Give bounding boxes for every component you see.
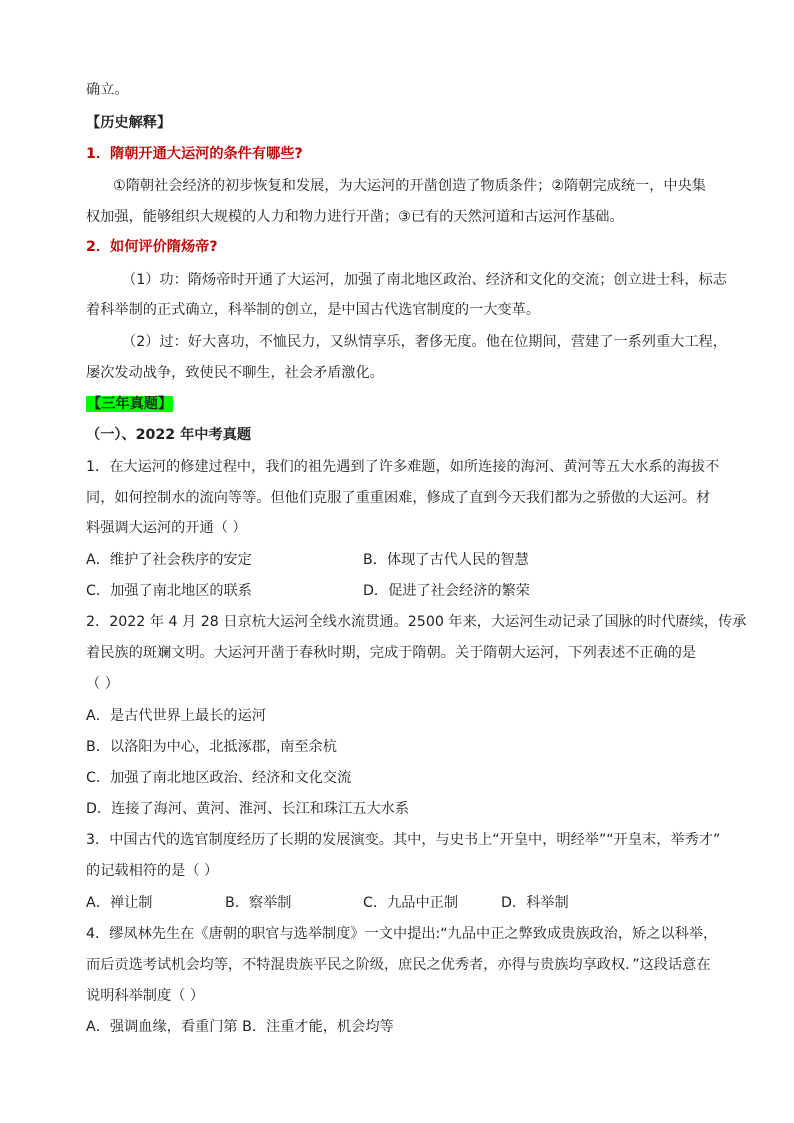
answer-2-fault-line-2: 屡次发动战争，致使民不聊生，社会矛盾激化。: [86, 365, 384, 381]
text-line: 确立。: [86, 82, 129, 98]
answer-2-fault-line-1: （2）过：好大喜功，不恤民力，又纵情享乐，奢侈无度。他在位期间，营建了一系列重大工程，: [122, 334, 727, 350]
answer-1-line-2: 权加强，能够组织大规模的人力和物力进行开凿；③已有的天然河道和古运河作基础。: [86, 209, 624, 225]
problem-2-option-b: B．以洛阳为中心，北抵涿郡，南至余杭: [86, 739, 337, 755]
answer-1-line-1: ①隋朝社会经济的初步恢复和发展，为大运河的开凿创造了物质条件；②隋朝完成统一，中央集: [113, 178, 706, 194]
problem-2-option-c: C．加强了南北地区政治、经济和文化交流: [86, 770, 352, 786]
section-heading-exam: [86, 394, 173, 414]
problem-1-line-1: 1．在大运河的修建过程中，我们的祖先遇到了许多难题，如所连接的海河、黄河等五大水系的海拔不: [86, 459, 720, 475]
question-2-title: 2．如何评价隋炀帝?: [86, 239, 218, 255]
problem-1-option-c: C．加强了南北地区的联系: [86, 583, 252, 599]
problem-1-option-d: D．促进了社会经济的繁荣: [363, 583, 530, 599]
problem-3-line-2: 的记载相符的是（ ）: [86, 863, 219, 879]
answer-2-merit-line-1: （1）功：隋炀帝时开通了大运河，加强了南北地区政治、经济和文化的交流；创立进士科，标志: [122, 272, 727, 288]
problem-3-option-b: B．察举制: [225, 895, 292, 911]
highlighted-heading: 【三年真题】: [87, 396, 173, 412]
problem-4-line-3: 说明科举制度（ ）: [86, 988, 205, 1004]
question-1-title: 1．隋朝开通大运河的条件有哪些?: [86, 146, 303, 162]
problem-4-options-ab: A．强调血缘，看重门第 B．注重才能，机会均等: [86, 1019, 394, 1035]
problem-2-line-1: 2．2022 年 4 月 28 日京杭大运河全线水流贯通。2500 年来，大运河生动记录了国脉的时代赓续，传承: [86, 614, 747, 630]
problem-3-option-c: C．九品中正制: [363, 895, 459, 911]
problem-4-line-2: 而后贡选考试机会均等，不特混贵族平民之阶级，庶民之优秀者，亦得与贵族均享政权．”这段话意在: [86, 957, 711, 973]
problem-3-option-a: A．禅让制: [86, 895, 153, 911]
problem-1-line-3: 料强调大运河的开通（ ）: [86, 520, 247, 536]
problem-3-line-1: 3．中国古代的选官制度经历了长期的发展演变。其中，与史书上“开皇中，明经举”“开皇末，举秀才”: [86, 832, 721, 848]
problem-4-line-1: 4．缪凤林先生在《唐朝的职官与选举制度》一文中提出:“九品中正之弊致成贵族政治，矫之以科举，: [86, 926, 718, 942]
problem-2-option-d: D．连接了海河、黄河、淮河、长江和珠江五大水系: [86, 801, 410, 817]
problem-1-line-2: 同，如何控制水的流向等等。但他们克服了重重困难，修成了直到今天我们都为之骄傲的大运河。材: [86, 490, 711, 506]
section-heading-history: 【历史解释】: [86, 115, 172, 131]
problem-1-option-a: A．维护了社会秩序的安定: [86, 552, 252, 568]
problem-1-option-b: B．体现了古代人民的智慧: [363, 552, 529, 568]
problem-2-option-a: A．是古代世界上最长的运河: [86, 708, 266, 724]
problem-2-line-3: （ ）: [86, 676, 119, 692]
problem-3-option-d: D．科举制: [501, 895, 569, 911]
subsection-2022: （一）、2022 年中考真题: [86, 427, 252, 443]
problem-2-line-2: 着民族的斑斓文明。大运河开凿于春秋时期，完成于隋朝。关于隋朝大运河，下列表述不正确的是: [86, 645, 697, 661]
answer-2-merit-line-2: 着科举制的正式确立，科举制的创立，是中国古代选官制度的一大变革。: [86, 302, 541, 318]
